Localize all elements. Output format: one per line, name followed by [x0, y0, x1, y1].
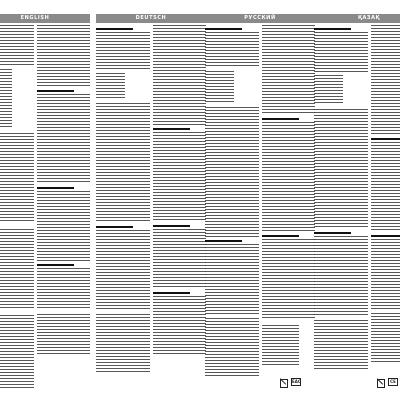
panel-header-kazakh: ҚАЗАҚ [314, 14, 400, 23]
panel-header-english: ENGLISH [0, 14, 90, 23]
deutsch-column-1 [96, 25, 150, 390]
kazakh-cert-marks [376, 377, 398, 386]
russian-column-2 [262, 25, 316, 390]
russian-column-1 [205, 25, 259, 390]
panel-english [0, 14, 90, 390]
kazakh-column-2 [371, 25, 400, 390]
recycle-bin-icon [376, 377, 384, 386]
kazakh-column-1 [314, 25, 368, 390]
panel-kazakh [314, 14, 400, 390]
english-column-1 [0, 25, 34, 390]
recycle-bin-icon [279, 377, 287, 386]
panel-header-deutsch: DEUTSCH [96, 14, 206, 23]
panel-header-russian: РУССКИЙ [205, 14, 315, 23]
russian-cert-marks [279, 377, 301, 386]
deutsch-column-2 [153, 25, 207, 390]
panel-deutsch [96, 14, 206, 390]
eac-mark: EAC [292, 378, 301, 384]
ce-mark: CE [388, 378, 398, 386]
english-column-2 [37, 25, 91, 390]
panel-russian [205, 14, 315, 390]
